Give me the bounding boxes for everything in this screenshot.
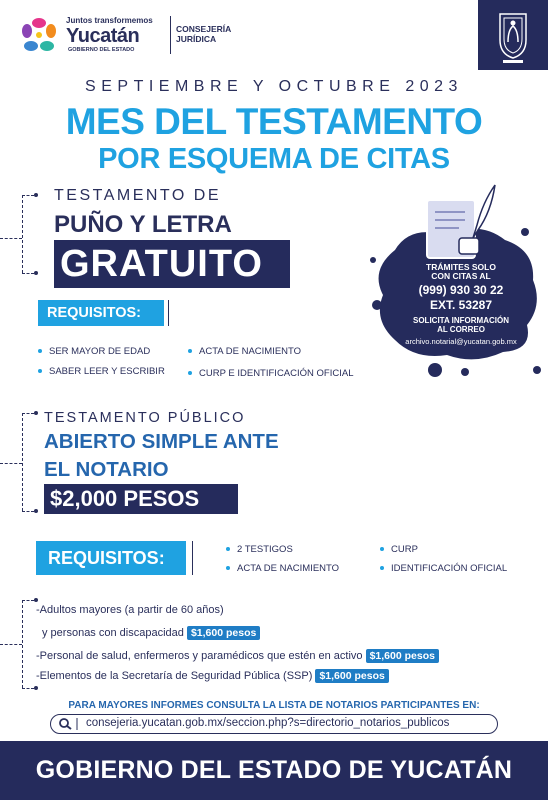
logo-name: Yucatán <box>66 25 140 47</box>
section1-bracket-dot <box>34 193 38 197</box>
discount-line: -Adultos mayores (a partir de 60 años) <box>36 604 224 616</box>
section2-title-line2: EL NOTARIO <box>44 458 169 481</box>
requirement-item: CURP <box>380 544 418 555</box>
section1-bracket-top <box>22 195 34 196</box>
section1-bracket-stub <box>0 238 22 239</box>
section2-price-badge: $2,000 PESOS <box>44 484 238 514</box>
requirement-item: SER MAYOR DE EDAD <box>38 346 150 357</box>
discount-price-badge: $1,600 pesos <box>187 626 260 640</box>
discounts-bracket-bottom <box>22 688 34 689</box>
contact-info-line1: SOLICITA INFORMACIÓN <box>413 316 509 325</box>
footer-banner: GOBIERNO DEL ESTADO DE YUCATÁN <box>0 741 548 800</box>
section1-title: PUÑO Y LETRA <box>54 211 232 238</box>
discounts-bracket <box>22 600 23 688</box>
department-name <box>176 24 231 44</box>
state-seal <box>478 0 548 70</box>
requirement-item: IDENTIFICACIÓN OFICIAL <box>380 563 507 574</box>
section2-title <box>44 428 279 484</box>
department-line1: CONSEJERÍA <box>176 24 232 34</box>
contact-extension: EXT. 53287 <box>429 298 493 312</box>
section2-bracket-stub <box>0 463 22 464</box>
more-info-text: PARA MAYORES INFORMES CONSULTA LA LISTA DE NOTARIOS PARTICIPANTES EN: <box>68 700 480 711</box>
discount-line: -Personal de salud, enfermeros y paramédicos que estén en activo $1,600 pesos <box>36 649 439 663</box>
section2-bracket-dot <box>34 411 38 415</box>
discounts-bracket-stub <box>0 644 22 645</box>
requirement-item: ACTA DE NACIMIENTO <box>226 563 339 574</box>
discounts-bracket-top <box>22 600 34 601</box>
page-title: MES DEL TESTAMENTO <box>65 101 483 142</box>
requirement-item: CURP E IDENTIFICACIÓN OFICIAL <box>188 368 353 379</box>
discounts-bracket-dot <box>34 598 38 602</box>
section1-bracket <box>22 195 23 273</box>
contact-phone: (999) 930 30 22 <box>418 283 504 297</box>
section2-requirements-label: REQUISITOS: <box>36 541 186 575</box>
campaign-period: SEPTIEMBRE Y OCTUBRE 2023 <box>85 78 463 95</box>
logo-gov: GOBIERNO DEL ESTADO <box>68 47 135 53</box>
section1-bracket-bottom <box>22 273 34 274</box>
discount-price-badge: $1,600 pesos <box>366 649 439 663</box>
coat-of-arms-icon <box>478 0 548 70</box>
section2-requirements-divider <box>192 541 193 575</box>
logo-divider <box>170 16 171 54</box>
requirement-item: ACTA DE NACIMIENTO <box>188 346 301 357</box>
discounts-bracket-dot <box>34 686 38 690</box>
contact-info-line2: AL CORREO <box>437 325 485 334</box>
directory-url[interactable]: consejeria.yucatan.gob.mx/seccion.php?s=directorio_notarios_publicos <box>86 717 450 729</box>
contact-line1: TRÁMITES SOLO <box>426 262 496 272</box>
section1-requirements-label: REQUISITOS: <box>38 300 164 326</box>
section2-bracket <box>22 413 23 511</box>
contact-line2: CON CITAS AL <box>431 271 491 281</box>
section2-bracket-bottom <box>22 511 34 512</box>
search-icon <box>58 717 80 731</box>
logo-tagline: Juntos transformemos <box>66 16 153 25</box>
yucatan-logo-mark-icon <box>18 14 60 56</box>
contact-email: archivo.notarial@yucatan.gob.mx <box>405 337 517 346</box>
discount-line: -Elementos de la Secretaría de Seguridad Pública (SSP) $1,600 pesos <box>36 669 389 683</box>
section1-requirements-divider <box>168 300 169 326</box>
section1-bracket-dot <box>34 271 38 275</box>
section2-title-line1: ABIERTO SIMPLE ANTE <box>44 430 279 453</box>
section1-price-badge: GRATUITO <box>54 240 290 288</box>
section2-subtitle: TESTAMENTO PÚBLICO <box>44 410 246 426</box>
department-line2: JURÍDICA <box>176 34 217 44</box>
section1-subtitle: TESTAMENTO DE <box>54 187 222 204</box>
discount-line: y personas con discapacidad $1,600 pesos <box>42 626 260 640</box>
page-subtitle: POR ESQUEMA DE CITAS <box>98 143 450 175</box>
yucatan-logo <box>18 12 248 57</box>
discount-price-badge: $1,600 pesos <box>315 669 388 683</box>
section2-bracket-top <box>22 413 34 414</box>
requirement-item: 2 TESTIGOS <box>226 544 293 555</box>
section2-bracket-dot <box>34 509 38 513</box>
requirement-item: SABER LEER Y ESCRIBIR <box>38 366 165 377</box>
